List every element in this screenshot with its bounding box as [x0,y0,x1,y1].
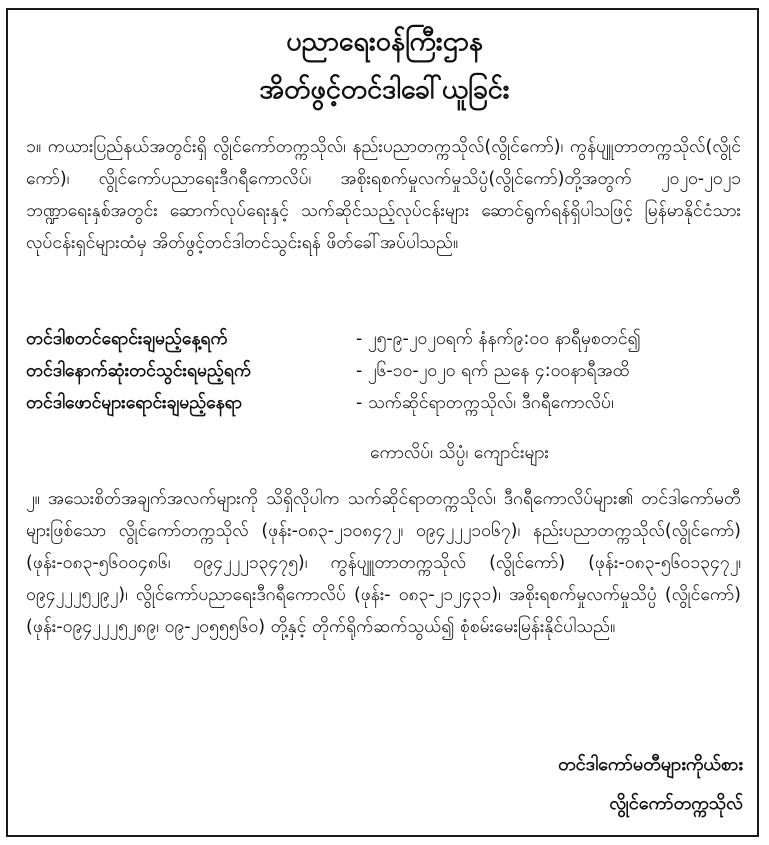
detail-label: တင်ဒါနောက်ဆုံးတင်သွင်းရမည့်ရက် [26,361,252,381]
detail-label: တင်ဒါစတင်ရောင်းချမည့်နေ့ရက် [26,329,228,349]
paragraph-2: ၂။ အသေးစိတ်အချက်အလက်များကို သိရှိလိုပါက သက်ဆိုင်ရာတက္ကသိုလ်၊ ဒီဂရီကောလိပ်များ၏ တင်ဒါကော်မတီများဖြစ်သော လွိုင်ကော်တက္ကသိုလ် (ဖုန်း-၀၈၃-၂၁၀၈၄၇၂၊ ၀၉၄၂၂၂၁၀၆၇)၊ နည်းပညာတက္ကသိုလ်(လွိုင်ကော်) (ဖုန်း-၀၈၃-၅၆၀၀၄၈၆၊ ၀၉၄၂၂၂၁၃၄၇၅)၊ ကွန်ပျူတာတက္ကသိုလ် (လွိုင်ကော်) (ဖုန်း-၀၈၃-၅၆၀၁၃၄၇၂၊ ၀၉၄၂၂၂၅၂၉၂)၊ လွိုင်ကော်ပညာရေးဒီဂရီကောလိပ် (ဖုန်း- ၀၈၃-၂၁၂၄၃၁)၊ အစိုးရစက်မှုလက်မှုသိပ္ပံ (လွိုင်ကော်) (ဖုန်း-၀၉၄၂၂၂၅၂၈၉၊ ၀၉-၂၀၅၅၅၆၀) တို့နှင့် တိုက်ရိုက်ဆက်သွယ်၍ စုံစမ်းမေးမြန်းနိုင်ပါသည်။ [26,489,741,637]
detail-value: - သက်ဆိုင်ရာတက္ကသိုလ်၊ ဒီဂရီကောလိပ်၊ [356,393,614,413]
detail-value: - ၂၆-၁၀-၂၀၂၀ ရက် ညနေ ၄:၀၀နာရီအထိ [356,361,630,381]
detail-label: တင်ဒါဖောင်များရောင်းချမည့်နေရာ [26,393,242,413]
detail-value-continuation: ကောလိပ်၊ သိပ္ပံ၊ ကျောင်းများ [370,443,549,463]
ministry-title: ပညာရေးဝန်ကြီးဌာန [286,26,483,57]
paragraph-1: ၁။ ကယားပြည်နယ်အတွင်းရှိ လွိုင်ကော်တက္ကသိုလ်၊ နည်းပညာတက္ကသိုလ်(လွိုင်ကော်)၊ ကွန်ပျူတာတက္ကသိုလ်(လွိုင်ကော်)၊ လွိုင်ကော်ပညာရေးဒီဂရီကောလိပ်၊ အစိုးရစက်မှုလက်မှုသိပ္ပံ(လွိုင်ကော်)တို့အတွက် ၂၀၂၀-၂၀၂၁ ဘဏ္ဍာရေးနှစ်အတွင်း ဆောက်လုပ်ရေးနှင့် သက်ဆိုင်သည့်လုပ်ငန်းများ ဆောင်ရွက်ရန်ရှိပါသဖြင့် မြန်မာနိုင်ငံသားလုပ်ငန်းရှင်များထံမှ အိတ်ဖွင့်တင်ဒါတင်သွင်းရန် ဖိတ်ခေါ်အပ်ပါသည်။ [26,137,741,253]
tender-announcement-title: အိတ်ဖွင့်တင်ဒါခေါ်ယူခြင်း [259,74,510,105]
signature-line-1: တင်ဒါကော်မတီများကိုယ်စား [558,754,743,775]
detail-value: - ၂၅-၉-၂၀၂၀ရက် နံနက်၉:၀၀ နာရီမှစတင်၍ [356,329,641,349]
signature-line-2: လွိုင်ကော်တက္ကသိုလ် [609,793,743,814]
